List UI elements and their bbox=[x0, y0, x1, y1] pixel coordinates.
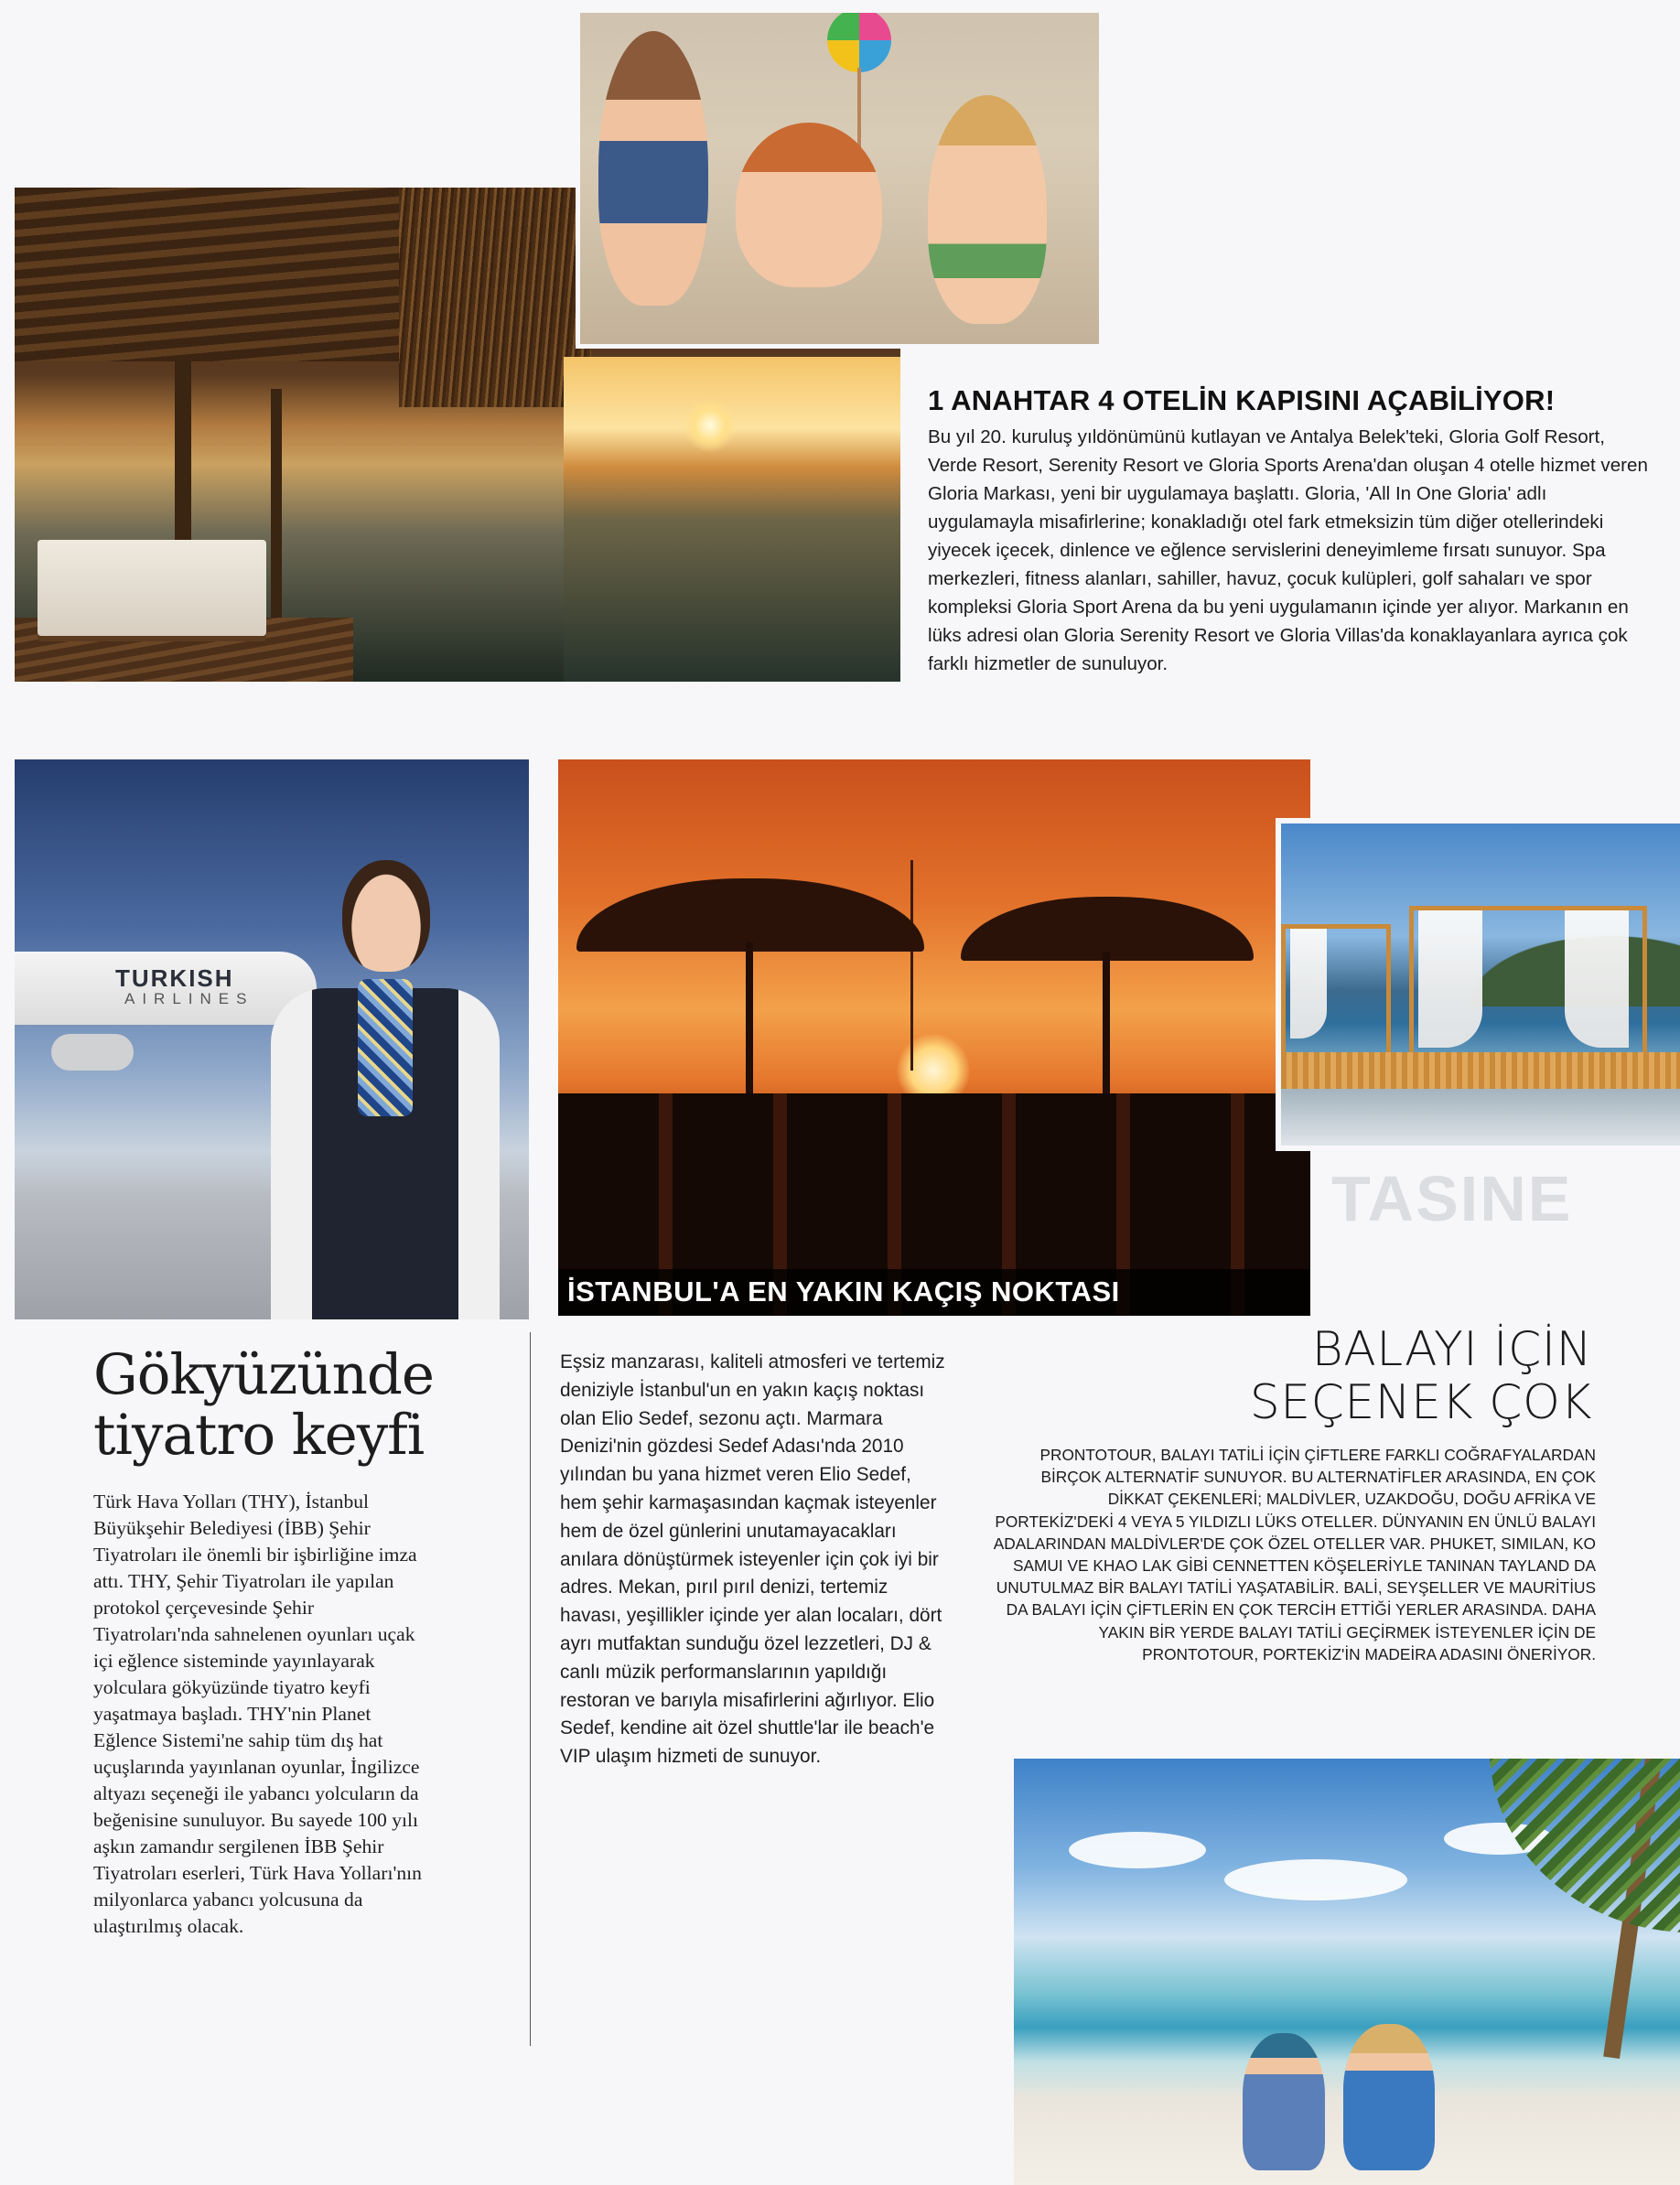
column-divider bbox=[530, 1332, 531, 2046]
balayi-title-line: BALAYI İÇİN bbox=[1311, 1322, 1592, 1377]
flight-attendant bbox=[271, 860, 500, 1319]
pinwheel bbox=[827, 13, 891, 72]
lake-sunset bbox=[564, 357, 900, 682]
aircraft-engine bbox=[51, 1034, 134, 1071]
kids-on-sand-photo bbox=[580, 13, 1099, 344]
aircraft-livery-brand: TURKISH bbox=[115, 964, 234, 992]
day-bed bbox=[38, 540, 266, 636]
beach-umbrella bbox=[576, 878, 924, 952]
thy-article-body: Türk Hava Yolları (THY), İstanbul Büyükşehir Belediyesi (İBB) Şehir Tiyatroları ile önemli bir işbirliğine imza attı. THY, Şehir Tiyatroları ile yapılan protokol çerçevesinde Şehir Tiyatroları'nda sahnelenen oyunları uçak içi eğlence sisteminde yayınlayarak yolculara gökyüzünde tiyatro keyfi yaşatmaya başladı. THY'nin Planet Eğlence Sistemi'ne sahip tüm dış hat uçuşlarında yayınlanan oyunlar, İngilizce altyazı seçeneği ile yabancı yolcuların da beğenisine sunuluyor. Bu sayede 100 yılı aşkın zamandır sergilenen İBB Şehir Tiyatroları eserleri, Türk Hava Yolları'nın milyonlarca yabancı yolcusuna da ulaştırılmış olacak. bbox=[93, 1491, 422, 1937]
gloria-article-body: Bu yıl 20. kuruluş yıldönümünü kutlayan ve Antalya Belek'teki, Gloria Golf Resort, Verde Resort, Serenity Resort ve Gloria Sports Arena'dan oluşan 4 otelle hizmet veren Gloria Markası, yeni bir uygulamaya başlattı. Gloria, 'All In One Gloria' adlı uygulamayla misafirlerine; konakladığı otel fark etmeksizin tüm diğer otellerindeki yiyecek içecek, dinlence ve eğlence servislerini deneyimleme fırsatı sunuyor. Spa merkezleri, fitness alanları, sahiller, havuz, çocuk kulüpleri, golf sahaları ve spor kompleksi Gloria Sport Arena da bu yeni uygulamanın içinde yer alıyor. Markanın en lüks adresi olan Gloria Serenity Resort ve Gloria Villas'da konaklayanlara ayrıca çok farklı hizmetler de sunuluyor. bbox=[928, 426, 1648, 674]
cloud bbox=[1069, 1832, 1206, 1868]
cabana-curtain bbox=[1418, 910, 1482, 1048]
balayi-article-body: PRONTOTOUR, BALAYI TATİLİ İÇİN ÇİFTLERE FARKLI COĞRAFYALARDAN BİRÇOK ALTERNATİF SUNUYOR. BU ALTERNATİFLER ARASINDA, EN ÇOK DİKKAT ÇEKENLERİ; MALDİVLER, UZAKDOĞU, DOĞU AFRİKA VE PORTEKİZ'DEKİ 4 VEYA 5 YILDIZLI LÜKS OTELLER. DÜNYANIN EN ÜNLÜ BALAYI ADALARINDAN MALDİVLER'DE ÇOK ÖZEL OTELLER VAR. PHUKET, SIMILAN, KO SAMUI VE KHAO LAK GİBİ CENNETTEN KÖŞELERİYLE TANINAN TAYLAND DA UNUTULMAZ BİR BALAYI TATİLİ YAŞATABİLİR. BALİ, SEYŞELLER VE MAURİTİUS DA BALAYI İÇİN ÇİFTLERİN EN ÇOK TERCİH ETTİĞİ YERLER ARASINDA. DAHA YAKIN BİR YERDE BALAYI TATİLİ GEÇİRMEK İSTEYENLER İÇİN DE PRONTOTOUR, PORTEKİZ'İN MADEİRA ADASINI ÖNERİYOR. bbox=[993, 1446, 1596, 1663]
sedef-article-title: İSTANBUL'A EN YAKIN KAÇIŞ NOKTASI bbox=[567, 1275, 1120, 1308]
scarf bbox=[358, 979, 413, 1116]
child-in-sand bbox=[736, 123, 882, 287]
istanbul-sunset-photo bbox=[558, 759, 1310, 1316]
gloria-article-title: 1 ANAHTAR 4 OTELİN KAPISINI AÇABİLİYOR! bbox=[928, 384, 1556, 416]
wooden-pillar bbox=[271, 389, 282, 645]
person-woman bbox=[1343, 2024, 1435, 2170]
cabana-curtain bbox=[1290, 929, 1327, 1039]
cabana-curtain bbox=[1565, 910, 1629, 1048]
balayi-title-line: SEÇENEK ÇOK bbox=[1249, 1375, 1592, 1430]
sedef-article-body: Eşsiz manzarası, kaliteli atmosferi ve tertemiz deniziyle İstanbul'un en yakın kaçış noktası olan Elio Sedef, sezonu açtı. Marmara Denizi'nin gözdesi Sedef Adası'nda 2010 yılından bu yana hizmet veren Elio Sedef, hem şehir karmaşasından kaçmak isteyenler hem de özel günlerini unutamayacakları anılara dönüştürmek isteyenler için çok iyi bir adres. Mekan, pırıl pırıl denizi, tertemiz havası, yeşillikler içinde yer alan locaları, dört ayrı mutfaktan sunduğu özel lezzetleri, DJ & canlı müzik performanslarının yapıldığı restoran ve barıyla misafirlerini ağırlıyor. Elio Sedef, kendine ait özel shuttle'lar ile beach'e VIP ulaşım hizmeti de sunuyor. bbox=[560, 1351, 945, 1768]
person-man bbox=[1243, 2033, 1325, 2170]
balayi-article-title bbox=[1208, 1323, 1592, 1429]
boat-mast bbox=[910, 860, 913, 1071]
poolside-cabana-photo bbox=[1281, 823, 1680, 1146]
thatch-fringe bbox=[399, 188, 591, 407]
bleed-through-text: TASINE bbox=[1331, 1163, 1573, 1234]
cloud bbox=[1224, 1859, 1407, 1900]
sun bbox=[683, 398, 738, 453]
tropical-beach-photo bbox=[1014, 1759, 1680, 2185]
pool-deck bbox=[1281, 1089, 1680, 1146]
head bbox=[342, 860, 430, 972]
aircraft-livery-sub: AIRLINES bbox=[124, 990, 254, 1007]
child-girl bbox=[598, 31, 708, 306]
sun-lounger bbox=[1281, 1052, 1680, 1089]
child-boy bbox=[928, 95, 1047, 324]
flight-attendant-photo bbox=[15, 759, 529, 1319]
thy-article-title: Gökyüzünde tiyatro keyfi bbox=[93, 1342, 435, 1468]
